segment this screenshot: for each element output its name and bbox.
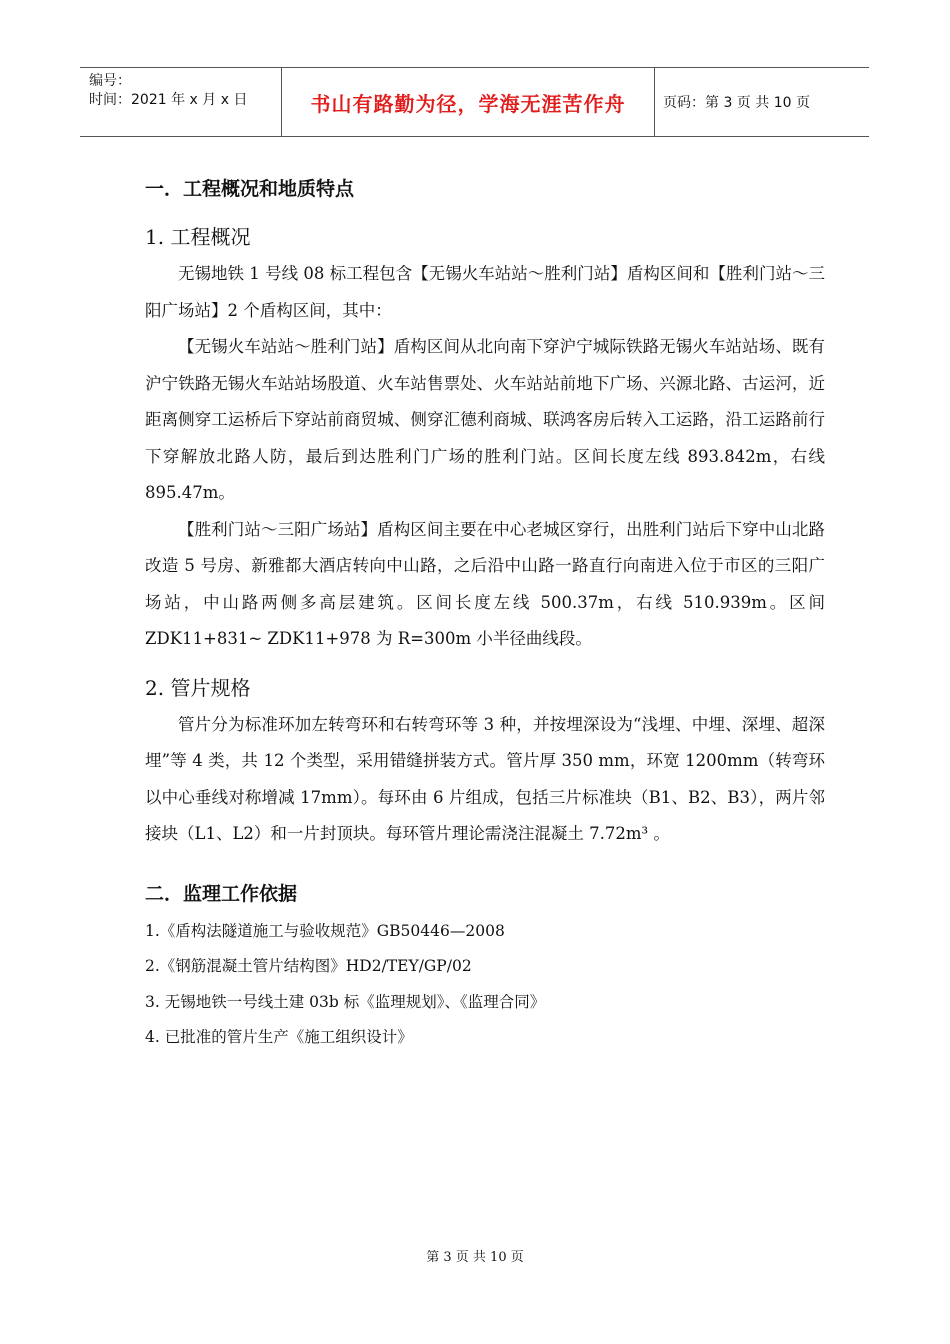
paragraph: 管片分为标准环加左转弯环和右转弯环等 3 种，并按埋深设为“浅埋、中埋、深埋、超深埋”等 4 类，共 12 个类型，采用错缝拼装方式。管片厚 350 mm，环宽 1200mm（转弯环以中心垂线对称增减 17mm）。每环由 6 片组成，包括三片标准块（B1、B2、B3），两片邻接块（L1、L2）和一片封顶块。每环管片理论需浇注混凝土 7.72m³ 。: [145, 714, 825, 843]
reference-list: [145, 914, 825, 1056]
subsection-1-title: 1. 工程概况: [145, 225, 251, 249]
document-body: [145, 168, 825, 1056]
section-2-title: 二．监理工作依据: [145, 882, 298, 905]
list-item: 2.《钢筋混凝土管片结构图》HD2/TEY/GP/02: [145, 957, 472, 975]
page-header: [80, 67, 869, 137]
page-footer: 第 3 页 共 10 页: [426, 1250, 524, 1265]
subsection-2-title: 2. 管片规格: [145, 675, 251, 700]
document-time-label: 时间：2021 年 x 月 x 日: [89, 92, 248, 108]
list-item: 4. 已批准的管片生产《施工组织设计》: [145, 1028, 413, 1046]
document-number-label: 编号：: [89, 73, 131, 89]
paragraph: 【无锡火车站站～胜利门站】盾构区间从北向南下穿沪宁城际铁路无锡火车站站场、既有沪宁铁路无锡火车站站场股道、火车站售票处、火车站站前地下广场、兴源北路、古运河，近距离侧穿工运桥后下穿站前商贸城、侧穿汇德利商城、联鸿客房后转入工运路，沿工运路前行下穿解放北路人防，最后到达胜利门广场的胜利门站。区间长度左线 893.842m，右线 895.47m。: [145, 337, 825, 502]
list-item: 3. 无锡地铁一号线土建 03b 标《监理规划》、《监理合同》: [145, 992, 546, 1011]
list-item: 1.《盾构法隧道施工与验收规范》GB50446—2008: [145, 921, 505, 940]
section-1-title: 一．工程概况和地质特点: [145, 178, 355, 200]
header-meta: [80, 68, 282, 136]
paragraph: 【胜利门站～三阳广场站】盾构区间主要在中心老城区穿行，出胜利门站后下穿中山北路改造 5 号房、新雅都大酒店转向中山路，之后沿中山路一路直行向南进入位于市区的三阳广场站，中山路两侧多高层建筑。区间长度左线 500.37m，右线 510.939m。区间 ZDK11+831~ ZDK11+978 为 R=300m 小半径曲线段。: [145, 519, 825, 648]
header-page-label: 页码：第 3 页 共 10 页: [663, 95, 810, 111]
paragraph: 无锡地铁 1 号线 08 标工程包含【无锡火车站站～胜利门站】盾构区间和【胜利门站～三阳广场站】2 个盾构区间，其中：: [145, 264, 825, 320]
header-motto: 书山有路勤为径，学海无涯苦作舟: [282, 68, 655, 136]
